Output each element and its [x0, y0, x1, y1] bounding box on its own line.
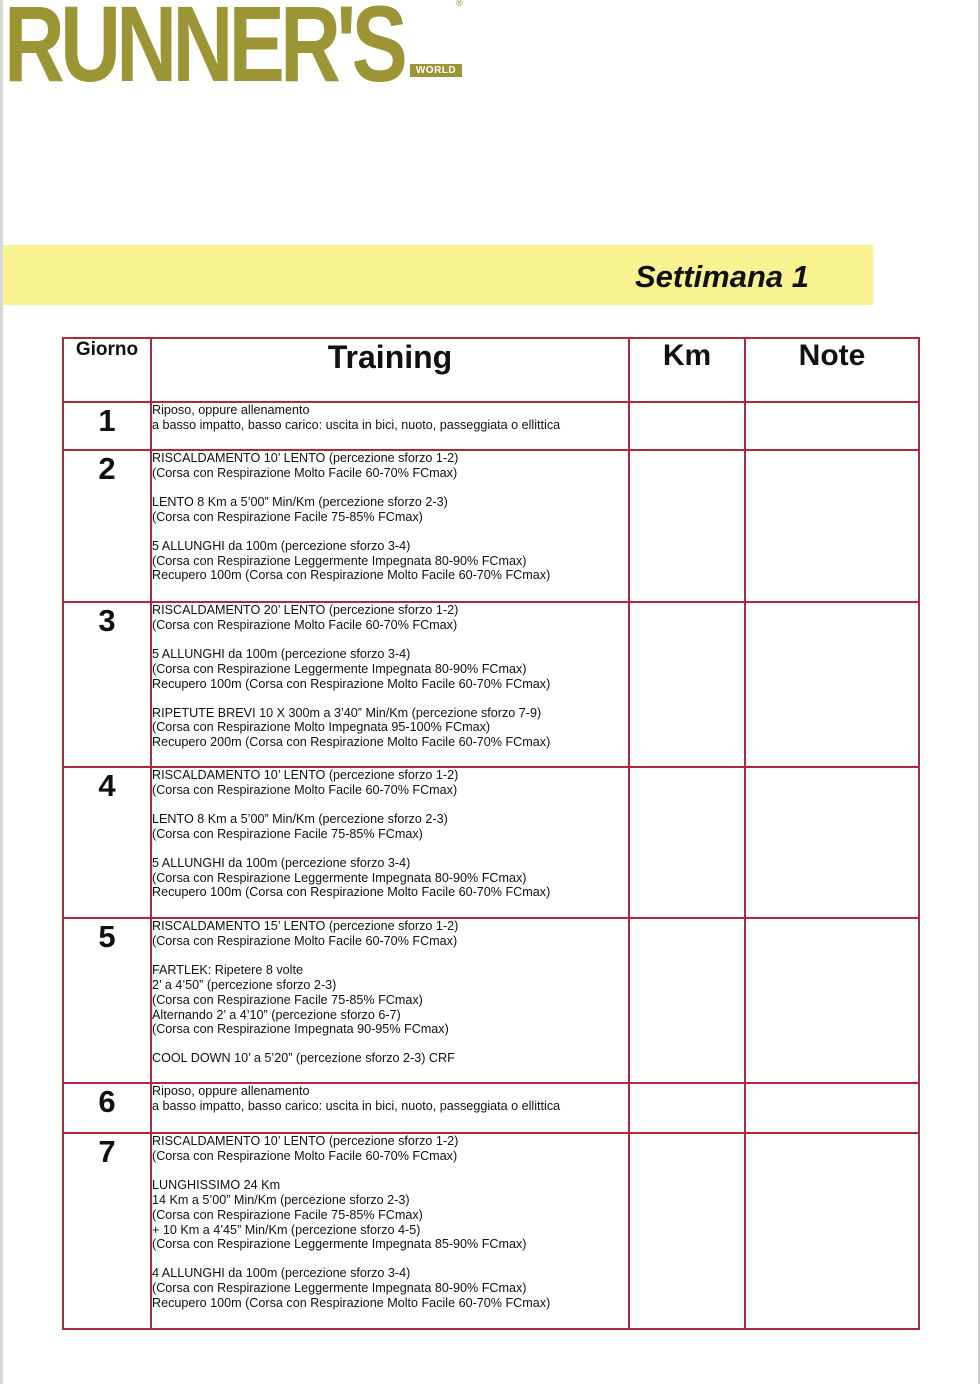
training-description: [151, 402, 629, 450]
training-description: [151, 450, 629, 602]
logo-registered-mark: ®: [456, 0, 463, 8]
week-title: Settimana 1: [634, 259, 809, 294]
note-cell[interactable]: [745, 602, 919, 767]
km-cell[interactable]: [629, 767, 745, 918]
day-number: 7: [63, 1133, 151, 1329]
km-cell[interactable]: [629, 450, 745, 602]
table-row: [63, 918, 919, 1083]
training-description: [151, 602, 629, 767]
logo-subtitle: WORLD: [410, 64, 462, 77]
note-cell[interactable]: [745, 918, 919, 1083]
table-header-row: [63, 338, 919, 402]
table-row: [63, 1083, 919, 1133]
training-block: Riposo, oppure allenamento a basso impatto, basso carico: uscita in bici, nuoto, passeggiata o ellittica: [152, 403, 561, 432]
day-number: 6: [63, 1083, 151, 1133]
training-block: 4 ALLUNGHI da 100m (percezione sforzo 3-4) (Corsa con Respirazione Leggermente Impegnata 80-90% FCmax) Recupero 100m (Corsa con Respirazione Molto Facile 60-70% FCmax): [152, 1266, 551, 1311]
table-row: [63, 1133, 919, 1329]
training-block: 5 ALLUNGHI da 100m (percezione sforzo 3-4) (Corsa con Respirazione Leggermente Impegnata 80-90% FCmax) Recupero 100m (Corsa con Respirazione Molto Facile 60-70% FCmax): [152, 538, 551, 583]
day-number: 1: [63, 402, 151, 450]
km-cell[interactable]: [629, 1133, 745, 1329]
training-block: LUNGHISSIMO 24 Km 14 Km a 5’00” Min/Km (percezione sforzo 2-3) (Corsa con Respirazione Facile 75-85% FCmax) + 10 Km a 4’45” Min/Km (percezione sforzo 4-5) (Corsa con Respirazione Leggermente Impegnata 85-90% FCmax): [152, 1177, 527, 1252]
training-plan-table: [62, 337, 920, 1330]
note-cell[interactable]: [745, 402, 919, 450]
note-cell[interactable]: [745, 1133, 919, 1329]
table-row: [63, 602, 919, 767]
table-body: [63, 402, 919, 1329]
note-cell[interactable]: [745, 767, 919, 918]
header-giorno: Giorno: [63, 338, 151, 402]
day-number: 4: [63, 767, 151, 918]
training-block: RISCALDAMENTO 10’ LENTO (percezione sforzo 1-2) (Corsa con Respirazione Molto Facile 60-70% FCmax): [152, 451, 459, 480]
training-block: RISCALDAMENTO 10’ LENTO (percezione sforzo 1-2) (Corsa con Respirazione Molto Facile 60-70% FCmax): [152, 768, 459, 797]
note-cell[interactable]: [745, 450, 919, 602]
km-cell[interactable]: [629, 1083, 745, 1133]
table-row: [63, 767, 919, 918]
header-training: Training: [151, 338, 629, 402]
training-description: [151, 1083, 629, 1133]
training-block: 5 ALLUNGHI da 100m (percezione sforzo 3-4) (Corsa con Respirazione Leggermente Impegnata 80-90% FCmax) Recupero 100m (Corsa con Respirazione Molto Facile 60-70% FCmax): [152, 855, 551, 900]
training-description: [151, 767, 629, 918]
page-edge-left: [0, 0, 3, 1384]
training-block: FARTLEK: Ripetere 8 volte 2’ a 4’50” (percezione sforzo 2-3) (Corsa con Respirazione Facile 75-85% FCmax) Alternando 2’ a 4’10” (percezione sforzo 6-7) (Corsa con Respirazione Impegnata 90-95% FCmax): [152, 962, 449, 1037]
training-block: LENTO 8 Km a 5’00” Min/Km (percezione sforzo 2-3) (Corsa con Respirazione Facile 75-85% FCmax): [152, 811, 448, 841]
training-block: RISCALDAMENTO 10’ LENTO (percezione sforzo 1-2) (Corsa con Respirazione Molto Facile 60-70% FCmax): [152, 1134, 459, 1163]
training-description: [151, 918, 629, 1083]
km-cell[interactable]: [629, 402, 745, 450]
day-number: 5: [63, 918, 151, 1083]
table-row: [63, 450, 919, 602]
training-block: RIPETUTE BREVI 10 X 300m a 3’40” Min/Km (percezione sforzo 7-9) (Corsa con Respirazione Molto Impegnata 95-100% FCmax) Recupero 200m (Corsa con Respirazione Molto Facile 60-70% FCmax): [152, 705, 551, 750]
day-number: 2: [63, 450, 151, 602]
training-block: RISCALDAMENTO 20’ LENTO (percezione sforzo 1-2) (Corsa con Respirazione Molto Facile 60-70% FCmax): [152, 603, 459, 632]
training-block: RISCALDAMENTO 15’ LENTO (percezione sforzo 1-2) (Corsa con Respirazione Molto Facile 60-70% FCmax): [152, 919, 459, 948]
table-row: [63, 402, 919, 450]
logo-wordmark: RUNNER'S: [4, 0, 404, 104]
week-banner: [3, 245, 873, 305]
day-number: 3: [63, 602, 151, 767]
training-block: Riposo, oppure allenamento a basso impatto, basso carico: uscita in bici, nuoto, passeggiata o ellittica: [152, 1084, 561, 1113]
header-note: Note: [745, 338, 919, 402]
training-block: LENTO 8 Km a 5’00” Min/Km (percezione sforzo 2-3) (Corsa con Respirazione Facile 75-85% FCmax): [152, 494, 448, 524]
km-cell[interactable]: [629, 602, 745, 767]
header-km: Km: [629, 338, 745, 402]
km-cell[interactable]: [629, 918, 745, 1083]
training-description: [151, 1133, 629, 1329]
training-block: 5 ALLUNGHI da 100m (percezione sforzo 3-4) (Corsa con Respirazione Leggermente Impegnata 80-90% FCmax) Recupero 100m (Corsa con Respirazione Molto Facile 60-70% FCmax): [152, 646, 551, 691]
training-block: COOL DOWN 10’ a 5’20” (percezione sforzo 2-3) CRF: [152, 1051, 455, 1066]
runners-world-logo: [4, 0, 474, 104]
note-cell[interactable]: [745, 1083, 919, 1133]
